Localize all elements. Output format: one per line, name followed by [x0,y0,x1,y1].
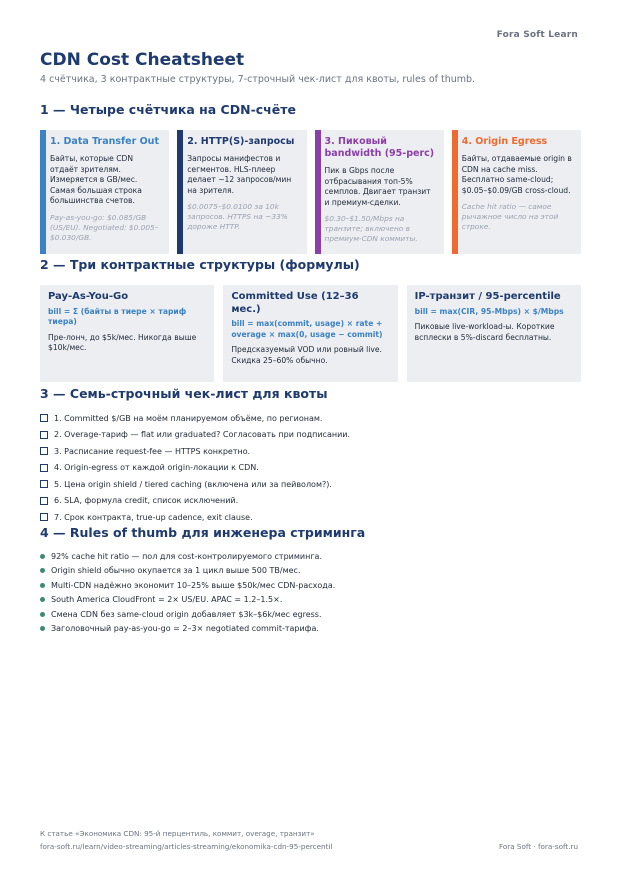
rule-item-text: Multi-CDN надёжно экономит 10–25% выше $50k/мес CDN-расхода. [51,580,336,590]
checkbox-icon[interactable] [40,497,48,505]
checkbox-icon[interactable] [40,414,48,422]
checklist-item-text: 1. Committed $/GB на моём планируемом объёме, по регионам. [54,413,323,423]
checklist-item-text: 2. Overage-тариф — flat или graduated? Согласовать при подписании. [54,430,351,440]
rule-item [40,564,581,579]
contract-formula: bill = max(commit, usage) × rate + overage × max(0, usage − commit) [231,319,383,339]
rule-item [40,593,581,608]
rule-item-text: Origin shield обычно окупается за 1 цикл выше 500 TB/мес. [51,566,301,576]
bullet-icon [40,554,45,559]
section-3-heading: 3 — Семь-строчный чек-лист для квоты [40,386,328,401]
bullet-icon [40,612,45,617]
checklist-item-text: 5. Цена origin shield / tiered caching (включена или за пейволом?). [54,479,332,489]
rule-item [40,607,581,622]
meter-card [40,130,169,254]
rule-item-text: South America CloudFront = 2× US/EU. APAC = 1.2–1.5×. [51,595,283,605]
card-accent-bar [452,130,458,254]
checklist-item-text: 4. Origin-egress от каждой origin-локации к CDN. [54,463,259,473]
meter-card [315,130,444,254]
card-note: $0.0075–$0.0100 за 10k запросов. HTTPS на ~33% дороже HTTP. [187,202,288,231]
footer-url-link[interactable]: fora-soft.ru/learn/video-streaming/articles-streaming/ekonomika-cdn-95-percentil [40,842,333,851]
rules-of-thumb-list [40,549,581,636]
checklist-item [40,493,581,510]
card-accent-bar [315,130,321,254]
contract-box [407,285,581,382]
section-2-heading: 2 — Три контрактные структуры (формулы) [40,257,360,272]
footer-brand: Fora Soft · fora-soft.ru [499,842,578,851]
section-1-heading: 1 — Четыре счётчика на CDN-счёте [40,102,296,117]
rule-item [40,622,581,637]
checkbox-icon[interactable] [40,431,48,439]
rule-item [40,549,581,564]
page-title: CDN Cost Cheatsheet [40,50,245,70]
meter-cards [40,130,581,254]
bullet-icon [40,583,45,588]
card-title: 1. Data Transfer Out [50,136,159,147]
card-note: Pay-as-you-go: $0.085/GB (US/EU). Negotiated: $0.005–$0.030/GB. [50,212,159,242]
page-subtitle: 4 счётчика, 3 контрактные структуры, 7-строчный чек-лист для квоты, rules of thumb. [40,74,476,85]
card-body: Пик в Gbps после отбрасывания топ-5% семплов. Двигает транзит и премиум-сделки. [324,166,431,207]
card-note: Cache hit ratio — самое рычажное число на этой строке. [461,202,559,231]
card-body: Байты, которые CDN отдаёт зрителям. Измеряется в GB/мес. Самая большая строка большинства счетов. [50,154,142,205]
contract-formula: bill = Σ (байты в тиере × тариф тиера) [48,306,187,326]
contract-description: Пиковые live-workload-ы. Короткие всплески в 5%-discard бесплатны. [414,322,555,342]
contract-title: Pay-As-You-Go [48,291,129,302]
quota-checklist [40,410,581,526]
contract-structures [40,285,581,382]
bullet-icon [40,597,45,602]
card-title: 4. Origin Egress [461,136,548,147]
checkbox-icon[interactable] [40,447,48,455]
brand-label: Fora Soft Learn [496,30,578,40]
section-4-heading: 4 — Rules of thumb для инженера стриминга [40,525,366,540]
checklist-item-text: 3. Расписание request-fee — HTTPS конкретно. [54,446,251,456]
checklist-item [40,443,581,460]
contract-title: Committed Use (12–36 мес.) [231,291,359,315]
rule-item-text: Заголовочный pay-as-you-go = 2–3× negotiated commit-тарифа. [51,624,319,634]
contract-box [223,285,397,382]
meter-card [177,130,306,254]
contract-formula: bill = max(CIR, 95-Mbps) × $/Mbps [414,306,564,316]
checklist-item [40,476,581,493]
checkbox-icon[interactable] [40,464,48,472]
card-body: Запросы манифестов и сегментов. HLS-плеер делает ~12 запросов/мин на зрителя. [187,154,292,195]
contract-title: IP-транзит / 95-percentile [414,291,561,302]
card-accent-bar [40,130,46,254]
rule-item-text: 92% cache hit ratio — пол для cost-контролируемого стриминга. [51,551,322,561]
contract-box [40,285,214,382]
contract-description: Пре-лонч, до $5k/мес. Никогда выше $10k/мес. [48,332,197,352]
checklist-item [40,410,581,427]
card-accent-bar [177,130,183,254]
checklist-item [40,509,581,526]
checklist-item [40,427,581,444]
card-title: 2. HTTP(S)-запросы [187,136,295,147]
checklist-item [40,460,581,477]
rule-item-text: Смена CDN без same-cloud origin добавляет $3k–$6k/мес egress. [51,609,322,619]
footer-article-reference: К статье «Экономика CDN: 95-й перцентиль, коммит, overage, транзит» [40,829,315,838]
checkbox-icon[interactable] [40,480,48,488]
card-title: 3. Пиковый bandwidth (95-perc) [324,136,435,159]
checkbox-icon[interactable] [40,513,48,521]
meter-card [452,130,581,254]
rule-item [40,578,581,593]
checklist-item-text: 6. SLA, формула credit, список исключений. [54,496,239,506]
card-note: $0.30–$1.50/Mbps на транзите; включено в премиум-CDN коммиты. [324,214,418,243]
bullet-icon [40,626,45,631]
checklist-item-text: 7. Срок контракта, true-up cadence, exit clause. [54,512,253,522]
card-body: Байты, отдаваемые origin в CDN на cache miss. Бесплатно same-cloud; $0.05–$0.09/GB cross-cloud. [461,154,572,195]
contract-description: Предсказуемый VOD или ровный live. Скидка 25–60% обычно. [231,345,382,365]
bullet-icon [40,568,45,573]
